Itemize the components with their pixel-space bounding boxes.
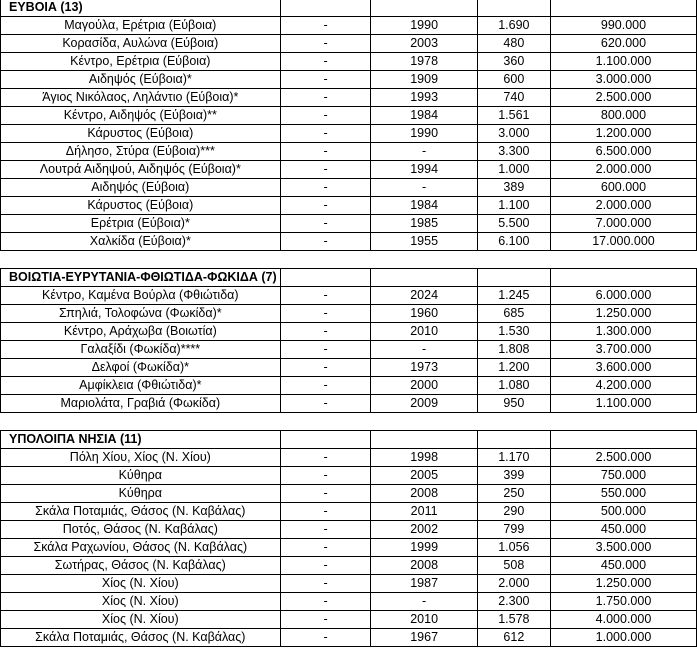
- amount-cell[interactable]: 6.000.000: [550, 287, 696, 305]
- table-row: [1, 215, 697, 233]
- quantity-cell[interactable]: 612: [477, 629, 550, 647]
- dash-cell[interactable]: -: [280, 611, 371, 629]
- quantity-cell[interactable]: 250: [477, 485, 550, 503]
- dash-cell[interactable]: -: [280, 305, 371, 323]
- quantity-cell[interactable]: 1.690: [477, 17, 550, 35]
- amount-cell[interactable]: 1.250.000: [550, 575, 696, 593]
- dash-cell[interactable]: -: [280, 17, 371, 35]
- section-title[interactable]: ΒΟΙΩΤΙΑ-ΕΥΡΥΤΑΝΙΑ-ΦΘΙΩΤΙΔΑ-ΦΩΚΙΔΑ (7): [1, 269, 281, 287]
- location-cell[interactable]: Ποτός, Θάσος (Ν. Καβάλας): [1, 521, 281, 539]
- location-cell[interactable]: Δήλησο, Στύρα (Εύβοια)***: [1, 143, 281, 161]
- dash-cell[interactable]: -: [280, 161, 371, 179]
- year-cell[interactable]: 2005: [371, 467, 477, 485]
- location-cell[interactable]: Σωτήρας, Θάσος (Ν. Καβάλας): [1, 557, 281, 575]
- amount-cell[interactable]: 800.000: [550, 107, 696, 125]
- section-header-row: [1, 269, 697, 287]
- location-cell[interactable]: Κάρυστος (Εύβοια): [1, 197, 281, 215]
- year-cell[interactable]: 1993: [371, 89, 477, 107]
- empty-cell[interactable]: [280, 0, 371, 17]
- dash-cell[interactable]: -: [280, 197, 371, 215]
- location-cell[interactable]: Αιδηψός (Εύβοια)*: [1, 71, 281, 89]
- dash-cell[interactable]: -: [280, 107, 371, 125]
- amount-cell[interactable]: 600.000: [550, 179, 696, 197]
- amount-cell[interactable]: 990.000: [550, 17, 696, 35]
- dash-cell[interactable]: -: [280, 629, 371, 647]
- dash-cell[interactable]: -: [280, 179, 371, 197]
- year-cell[interactable]: 1999: [371, 539, 477, 557]
- dash-cell[interactable]: -: [280, 125, 371, 143]
- location-cell[interactable]: Κύθηρα: [1, 485, 281, 503]
- blank-row: [1, 251, 697, 269]
- amount-cell[interactable]: 4.000.000: [550, 611, 696, 629]
- location-cell[interactable]: Χαλκίδα (Εύβοια)*: [1, 233, 281, 251]
- table-row: [1, 143, 697, 161]
- table-row: [1, 593, 697, 611]
- quantity-cell[interactable]: 5.500: [477, 215, 550, 233]
- section-title[interactable]: ΥΠΟΛΟΙΠΑ ΝΗΣΙΑ (11): [1, 431, 281, 449]
- dash-cell[interactable]: -: [280, 71, 371, 89]
- year-cell[interactable]: 2008: [371, 557, 477, 575]
- quantity-cell[interactable]: 3.300: [477, 143, 550, 161]
- amount-cell[interactable]: 450.000: [550, 557, 696, 575]
- year-cell[interactable]: 1987: [371, 575, 477, 593]
- quantity-cell[interactable]: 2.300: [477, 593, 550, 611]
- dash-cell[interactable]: -: [280, 467, 371, 485]
- dash-cell[interactable]: -: [280, 485, 371, 503]
- location-cell[interactable]: Γαλαξίδι (Φωκίδα)****: [1, 341, 281, 359]
- location-cell[interactable]: Χίος (Ν. Χίου): [1, 593, 281, 611]
- year-cell[interactable]: -: [371, 593, 477, 611]
- table-row: [1, 17, 697, 35]
- year-cell[interactable]: 1984: [371, 197, 477, 215]
- blank-cell[interactable]: [371, 251, 477, 269]
- table-row: [1, 341, 697, 359]
- amount-cell[interactable]: 7.000.000: [550, 215, 696, 233]
- year-cell[interactable]: 2011: [371, 503, 477, 521]
- blank-cell[interactable]: [477, 413, 550, 431]
- blank-cell[interactable]: [1, 251, 281, 269]
- location-cell[interactable]: Άγιος Νικόλαος, Ληλάντιο (Εύβοια)*: [1, 89, 281, 107]
- location-cell[interactable]: Λουτρά Αιδηψού, Αιδηψός (Εύβοια)*: [1, 161, 281, 179]
- empty-cell[interactable]: [477, 431, 550, 449]
- table-row: [1, 557, 697, 575]
- empty-cell[interactable]: [280, 269, 371, 287]
- quantity-cell[interactable]: 1.561: [477, 107, 550, 125]
- location-cell[interactable]: Μαγούλα, Ερέτρια (Εύβοια): [1, 17, 281, 35]
- year-cell[interactable]: -: [371, 179, 477, 197]
- spreadsheet-body: [1, 0, 697, 647]
- location-cell[interactable]: Χίος (Ν. Χίου): [1, 611, 281, 629]
- dash-cell[interactable]: -: [280, 143, 371, 161]
- dash-cell[interactable]: -: [280, 89, 371, 107]
- table-row: [1, 161, 697, 179]
- location-cell[interactable]: Αμφίκλεια (Φθιώτιδα)*: [1, 377, 281, 395]
- location-cell[interactable]: Μαριολάτα, Γραβιά (Φωκίδα): [1, 395, 281, 413]
- dash-cell[interactable]: -: [280, 575, 371, 593]
- blank-cell[interactable]: [1, 413, 281, 431]
- empty-cell[interactable]: [371, 431, 477, 449]
- empty-cell[interactable]: [280, 431, 371, 449]
- table-row: [1, 89, 697, 107]
- dash-cell[interactable]: -: [280, 287, 371, 305]
- empty-cell[interactable]: [550, 269, 696, 287]
- year-cell[interactable]: 2000: [371, 377, 477, 395]
- year-cell[interactable]: 1973: [371, 359, 477, 377]
- amount-cell[interactable]: 2.000.000: [550, 161, 696, 179]
- table-row: [1, 179, 697, 197]
- location-cell[interactable]: Πόλη Χίου, Χίος (Ν. Χίου): [1, 449, 281, 467]
- amount-cell[interactable]: 450.000: [550, 521, 696, 539]
- empty-cell[interactable]: [550, 0, 696, 17]
- amount-cell[interactable]: 550.000: [550, 485, 696, 503]
- dash-cell[interactable]: -: [280, 215, 371, 233]
- amount-cell[interactable]: 1.300.000: [550, 323, 696, 341]
- table-row: [1, 125, 697, 143]
- year-cell[interactable]: 2010: [371, 611, 477, 629]
- section-header-row: [1, 0, 697, 17]
- location-cell[interactable]: Κέντρο, Καμένα Βούρλα (Φθιώτιδα): [1, 287, 281, 305]
- table-row: [1, 305, 697, 323]
- location-cell[interactable]: Κορασίδα, Αυλώνα (Εύβοια): [1, 35, 281, 53]
- amount-cell[interactable]: 1.250.000: [550, 305, 696, 323]
- table-row: [1, 35, 697, 53]
- year-cell[interactable]: 1994: [371, 161, 477, 179]
- year-cell[interactable]: -: [371, 341, 477, 359]
- quantity-cell[interactable]: 685: [477, 305, 550, 323]
- quantity-cell[interactable]: 389: [477, 179, 550, 197]
- empty-cell[interactable]: [371, 0, 477, 17]
- amount-cell[interactable]: 4.200.000: [550, 377, 696, 395]
- amount-cell[interactable]: 500.000: [550, 503, 696, 521]
- quantity-cell[interactable]: 3.000: [477, 125, 550, 143]
- year-cell[interactable]: -: [371, 143, 477, 161]
- table-row: [1, 53, 697, 71]
- dash-cell[interactable]: -: [280, 35, 371, 53]
- dash-cell[interactable]: -: [280, 395, 371, 413]
- quantity-cell[interactable]: 1.080: [477, 377, 550, 395]
- location-cell[interactable]: Ερέτρια (Εύβοια)*: [1, 215, 281, 233]
- year-cell[interactable]: 1985: [371, 215, 477, 233]
- dash-cell[interactable]: -: [280, 503, 371, 521]
- section-title[interactable]: ΕΥΒΟΙΑ (13): [1, 0, 281, 17]
- dash-cell[interactable]: -: [280, 341, 371, 359]
- table-row: [1, 575, 697, 593]
- year-cell[interactable]: 1990: [371, 17, 477, 35]
- quantity-cell[interactable]: 480: [477, 35, 550, 53]
- year-cell[interactable]: 2008: [371, 485, 477, 503]
- location-cell[interactable]: Κέντρο, Αιδηψός (Εύβοια)**: [1, 107, 281, 125]
- amount-cell[interactable]: 3.500.000: [550, 539, 696, 557]
- table-row: [1, 467, 697, 485]
- dash-cell[interactable]: -: [280, 521, 371, 539]
- blank-cell[interactable]: [280, 413, 371, 431]
- dash-cell[interactable]: -: [280, 53, 371, 71]
- year-cell[interactable]: 1967: [371, 629, 477, 647]
- blank-cell[interactable]: [280, 251, 371, 269]
- quantity-cell[interactable]: 399: [477, 467, 550, 485]
- amount-cell[interactable]: 1.100.000: [550, 53, 696, 71]
- section-header-row: [1, 431, 697, 449]
- dash-cell[interactable]: -: [280, 377, 371, 395]
- amount-cell[interactable]: 17.000.000: [550, 233, 696, 251]
- location-cell[interactable]: Κέντρο, Ερέτρια (Εύβοια): [1, 53, 281, 71]
- table-row: [1, 71, 697, 89]
- blank-cell[interactable]: [477, 251, 550, 269]
- quantity-cell[interactable]: 600: [477, 71, 550, 89]
- table-row: [1, 449, 697, 467]
- amount-cell[interactable]: 2.500.000: [550, 89, 696, 107]
- location-cell[interactable]: Σκάλα Ποταμιάς, Θάσος (Ν. Καβάλας): [1, 503, 281, 521]
- amount-cell[interactable]: 3.000.000: [550, 71, 696, 89]
- table-row: [1, 539, 697, 557]
- amount-cell[interactable]: 1.750.000: [550, 593, 696, 611]
- location-cell[interactable]: Αιδηψός (Εύβοια): [1, 179, 281, 197]
- dash-cell[interactable]: -: [280, 233, 371, 251]
- year-cell[interactable]: 1978: [371, 53, 477, 71]
- dash-cell[interactable]: -: [280, 593, 371, 611]
- year-cell[interactable]: 2009: [371, 395, 477, 413]
- year-cell[interactable]: 2002: [371, 521, 477, 539]
- year-cell[interactable]: 1909: [371, 71, 477, 89]
- blank-row: [1, 413, 697, 431]
- location-cell[interactable]: Κύθηρα: [1, 467, 281, 485]
- quantity-cell[interactable]: 1.200: [477, 359, 550, 377]
- table-row: [1, 107, 697, 125]
- dash-cell[interactable]: -: [280, 449, 371, 467]
- location-cell[interactable]: Σπηλιά, Τολοφώνα (Φωκίδα)*: [1, 305, 281, 323]
- amount-cell[interactable]: 1.000.000: [550, 629, 696, 647]
- quantity-cell[interactable]: 1.530: [477, 323, 550, 341]
- location-cell[interactable]: Χίος (Ν. Χίου): [1, 575, 281, 593]
- blank-cell[interactable]: [371, 413, 477, 431]
- quantity-cell[interactable]: 290: [477, 503, 550, 521]
- amount-cell[interactable]: 620.000: [550, 35, 696, 53]
- quantity-cell[interactable]: 1.056: [477, 539, 550, 557]
- location-cell[interactable]: Σκάλα Ποταμιάς, Θάσος (Ν. Καβάλας): [1, 629, 281, 647]
- quantity-cell[interactable]: 799: [477, 521, 550, 539]
- location-cell[interactable]: Κέντρο, Αράχωβα (Βοιωτία): [1, 323, 281, 341]
- dash-cell[interactable]: -: [280, 359, 371, 377]
- table-row: [1, 287, 697, 305]
- amount-cell[interactable]: 750.000: [550, 467, 696, 485]
- quantity-cell[interactable]: 360: [477, 53, 550, 71]
- year-cell[interactable]: 1960: [371, 305, 477, 323]
- year-cell[interactable]: 1955: [371, 233, 477, 251]
- year-cell[interactable]: 1990: [371, 125, 477, 143]
- quantity-cell[interactable]: 1.000: [477, 161, 550, 179]
- quantity-cell[interactable]: 950: [477, 395, 550, 413]
- year-cell[interactable]: 2024: [371, 287, 477, 305]
- amount-cell[interactable]: 3.600.000: [550, 359, 696, 377]
- dash-cell[interactable]: -: [280, 323, 371, 341]
- table-row: [1, 395, 697, 413]
- quantity-cell[interactable]: 1.100: [477, 197, 550, 215]
- table-row: [1, 323, 697, 341]
- empty-cell[interactable]: [371, 269, 477, 287]
- location-cell[interactable]: Κάρυστος (Εύβοια): [1, 125, 281, 143]
- dash-cell[interactable]: -: [280, 539, 371, 557]
- quantity-cell[interactable]: 1.245: [477, 287, 550, 305]
- dash-cell[interactable]: -: [280, 557, 371, 575]
- quantity-cell[interactable]: 508: [477, 557, 550, 575]
- empty-cell[interactable]: [550, 431, 696, 449]
- year-cell[interactable]: 2003: [371, 35, 477, 53]
- year-cell[interactable]: 1998: [371, 449, 477, 467]
- amount-cell[interactable]: 1.100.000: [550, 395, 696, 413]
- empty-cell[interactable]: [477, 269, 550, 287]
- quantity-cell[interactable]: 1.808: [477, 341, 550, 359]
- blank-cell[interactable]: [550, 413, 696, 431]
- quantity-cell[interactable]: 6.100: [477, 233, 550, 251]
- quantity-cell[interactable]: 1.170: [477, 449, 550, 467]
- table-row: [1, 233, 697, 251]
- amount-cell[interactable]: 2.500.000: [550, 449, 696, 467]
- table-row: [1, 521, 697, 539]
- blank-cell[interactable]: [550, 251, 696, 269]
- year-cell[interactable]: 1984: [371, 107, 477, 125]
- quantity-cell[interactable]: 2.000: [477, 575, 550, 593]
- location-cell[interactable]: Σκάλα Ραχωνίου, Θάσος (Ν. Καβάλας): [1, 539, 281, 557]
- table-row: [1, 629, 697, 647]
- table-row: [1, 377, 697, 395]
- table-row: [1, 485, 697, 503]
- table-row: [1, 197, 697, 215]
- amount-cell[interactable]: 1.200.000: [550, 125, 696, 143]
- table-row: [1, 611, 697, 629]
- quantity-cell[interactable]: 1.578: [477, 611, 550, 629]
- table-row: [1, 359, 697, 377]
- year-cell[interactable]: 2010: [371, 323, 477, 341]
- location-cell[interactable]: Δελφοί (Φωκίδα)*: [1, 359, 281, 377]
- amount-cell[interactable]: 2.000.000: [550, 197, 696, 215]
- table-row: [1, 503, 697, 521]
- amount-cell[interactable]: 6.500.000: [550, 143, 696, 161]
- amount-cell[interactable]: 3.700.000: [550, 341, 696, 359]
- empty-cell[interactable]: [477, 0, 550, 17]
- quantity-cell[interactable]: 740: [477, 89, 550, 107]
